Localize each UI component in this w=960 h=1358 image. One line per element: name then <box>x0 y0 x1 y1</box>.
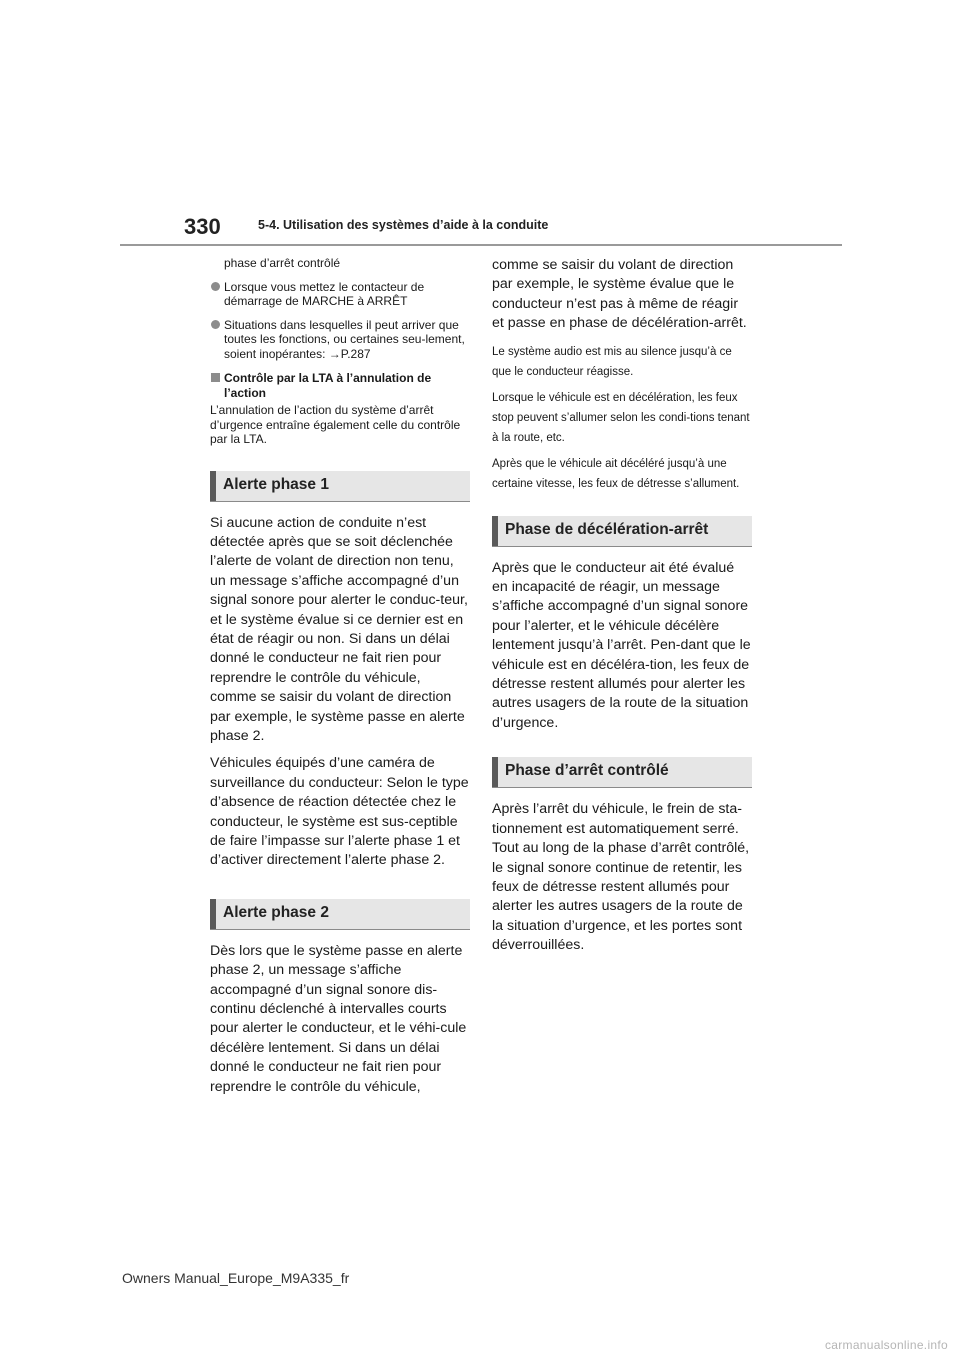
section-title: 5-4. Utilisation des systèmes d’aide à la conduite <box>258 218 549 232</box>
heading-label: Alerte phase 1 <box>223 475 329 493</box>
footer-manual-id: Owners Manual_Europe_M9A335_fr <box>122 1270 350 1286</box>
bullet-text: Lorsque vous mettez le contacteur de démarrage de MARCHE à ARRÊT <box>224 279 425 308</box>
body-paragraph: Après que le conducteur ait été évalué en incapacité de réagir, un message s’affiche accompagné d’un signal sonore pour l’alerter, et le véhicule décélère lentement jusqu’à l’arrêt. Pen-dant que le véhicule est en décéléra-tion, les feux de détresse restent allumés pour alerter les autres usagers de la route de la situation d’urgence. <box>492 559 751 731</box>
note-small: Après que le véhicule ait décéléré jusqu’à une certaine vitesse, les feux de détresse s’allument. <box>492 457 740 490</box>
body-paragraph: Dès lors que le système passe en alerte phase 2, un message s’affiche accompagné d’un signal sonore dis-continu déclenché à intervalles courts pour alerter le conducteur, et le véhi-cule décélère lentement. Si dans un délai donné le conducteur ne fait rien pour reprendre le contrôle du véhicule, <box>210 942 467 1095</box>
note-text: L’annulation de l’action du système d’arrêt d’urgence entraîne également celle du contrôle par la LTA. <box>210 403 461 446</box>
note-heading-text: Contrôle par la LTA à l’annulation de l’action <box>224 371 432 400</box>
note-heading <box>210 371 470 400</box>
body-paragraph: Après l’arrêt du véhicule, le frein de sta-tionnement est automatiquement serré. Tout au long de la phase d’arrêt contrôlé, le signal sonore continue de retentir, les feux de détresse restent allumés pour alerter les autres usagers de la route de la situation d’urgence, et les portes sont déverrouillées. <box>492 801 750 954</box>
note-small: Lorsque le véhicule est en décélération, les feux stop peuvent s’allumer selon les condi-tions tenant à la route, etc. <box>492 391 750 444</box>
heading-accent <box>210 471 216 501</box>
heading-accent <box>492 516 498 546</box>
right-column <box>492 256 752 964</box>
heading-accent <box>210 899 216 929</box>
heading-accent <box>492 757 498 787</box>
heading-label: Alerte phase 2 <box>223 903 329 921</box>
heading-label: Phase d’arrêt contrôlé <box>505 762 669 780</box>
bullet-item <box>210 318 470 362</box>
note-small: Le système audio est mis au silence jusqu’à ce que le conducteur réagisse. <box>492 345 732 378</box>
continued-text: phase d’arrêt contrôlé <box>224 256 341 270</box>
bullet-dot-icon <box>211 320 220 329</box>
watermark: carmanualsonline.info <box>824 1338 948 1352</box>
body-paragraph: Si aucune action de conduite n’est détectée après que se soit déclenchée l’alerte de volant de direction non tenu, un message s’affiche accompagné d’un signal sonore pour alerter le conduc-teur, et le système évalue si ce dernier est en état de réagir ou non. Si dans un délai donné le conducteur ne fait rien pour reprendre le contrôle du véhicule, comme se saisir du volant de direction par exemple, le système passe en alerte phase 2. <box>210 514 468 744</box>
left-column <box>210 256 470 1105</box>
bullet-item <box>210 280 470 309</box>
square-bullet-icon <box>211 373 220 382</box>
body-paragraph: comme se saisir du volant de direction par exemple, le système évalue que le conducteur n’est pas à même de réagir et passe en phase de décélération-arrêt. <box>492 257 747 332</box>
heading-alerte-phase-2 <box>210 899 470 930</box>
bullet-dot-icon <box>211 282 220 291</box>
bullet-text: Situations dans lesquelles il peut arriver que toutes les fonctions, ou certaines seu-lement, soient inopérantes: →P.287 <box>224 317 465 361</box>
heading-alerte-phase-1 <box>210 471 470 502</box>
heading-phase-deceleration-arret <box>492 516 752 547</box>
heading-label: Phase de décélération-arrêt <box>505 520 709 538</box>
header-rule <box>120 244 842 246</box>
body-paragraph: Véhicules équipés d’une caméra de surveillance du conducteur: Selon le type d’absence de réaction détectée chez le conducteur, le système est sus-ceptible de faire l’impasse sur l’alerte phase 1 et d’activer directement l’alerte phase 2. <box>210 755 469 869</box>
heading-phase-arret-controle <box>492 757 752 788</box>
page-number: 330 <box>184 214 221 239</box>
